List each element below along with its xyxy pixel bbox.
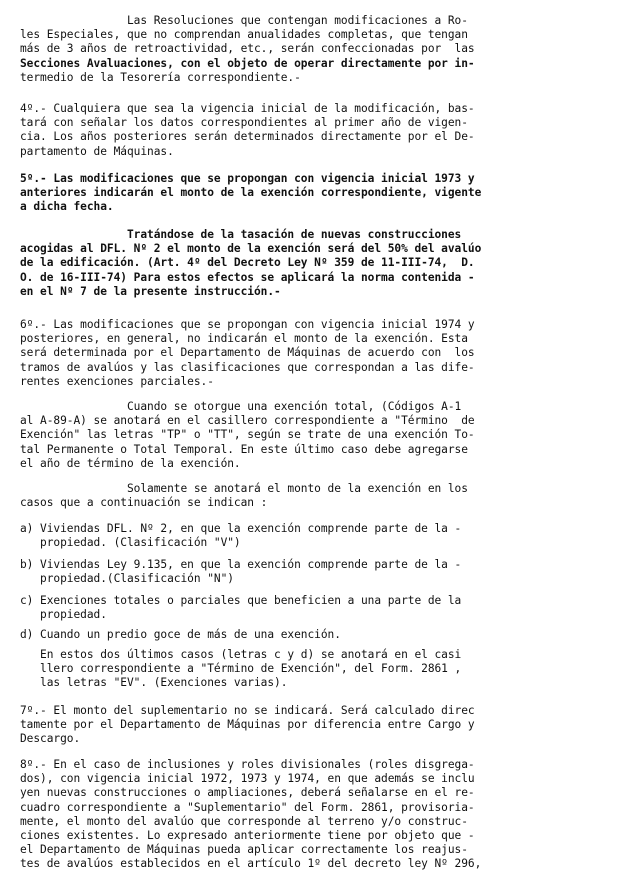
text-line: llero correspondiente a "Término de Exención", del Form. 2861 , — [20, 662, 462, 676]
text-line: a dicha fecha. — [20, 200, 114, 214]
paragraph-dfl-2 — [20, 228, 612, 299]
text-line: ciones existentes. Lo expresado anteriormente tiene por objeto que - — [20, 829, 475, 843]
text-line: anteriores indicarán el monto de la exención correspondiente, vigente — [20, 186, 482, 200]
text-line: c) Exenciones totales o parciales que beneficien a una parte de la — [20, 594, 462, 607]
text-line: 6º.- Las modificaciones que se propongan con vigencia inicial 1974 y — [20, 318, 475, 331]
text-line: O. de 16-III-74) Para estos efectos se aplicará la norma contenida - — [20, 270, 475, 284]
text-line: acogidas al DFL. Nº 2 el monto de la exención será del 50% del avalúo — [20, 242, 482, 256]
text-line: b) Viviendas Ley 9.135, en que la exención comprende parte de la - — [20, 558, 462, 571]
text-line: partamento de Máquinas. — [20, 144, 174, 158]
text-line: dos), con vigencia inicial 1972, 1973 y 1974, en que además se inclu — [20, 772, 475, 786]
text-line: En estos dos últimos casos (letras c y d) se anotará en el casi — [20, 648, 462, 661]
text-line: en el Nº 7 de la presente instrucción.- — [20, 284, 281, 298]
list-item-a — [20, 522, 612, 550]
paragraph-exencion-total — [20, 400, 612, 471]
text-line: casos que a continuación se indican : — [20, 496, 268, 510]
text-line: de la edificación. (Art. 4º del Decreto Ley Nº 359 de 11-III-74, D. — [20, 256, 475, 270]
text-line: Exención" las letras "TP" o "TT", según se trate de una exención To- — [20, 428, 475, 442]
paragraph-casos-c-d — [20, 648, 612, 691]
text-line: les Especiales, que no comprendan anualidades completas, que tengan — [20, 28, 468, 42]
text-line: el Departamento de Máquinas pueda aplicar correctamente los reajus- — [20, 843, 468, 857]
list-item-b — [20, 558, 612, 586]
text-line: tamente por el Departamento de Máquinas por diferencia entre Cargo y — [20, 718, 475, 732]
paragraph-item-7 — [20, 704, 612, 747]
text-line: yen nuevas construcciones o ampliaciones, deberá señalarse en el re- — [20, 786, 475, 800]
paragraph-item-8 — [20, 758, 612, 872]
text-line: Solamente se anotará el monto de la exención en los — [20, 482, 468, 495]
text-line: Cuando se otorgue una exención total, (Códigos A-1 — [20, 400, 462, 413]
text-line: cuadro correspondiente a "Suplementario" del Form. 2861, provisoria- — [20, 800, 475, 814]
paragraph-monto-exencion — [20, 482, 612, 510]
list-item-d — [20, 628, 612, 642]
text-line: 5º.- Las modificaciones que se propongan con vigencia inicial 1973 y — [20, 172, 475, 185]
text-line: mente, el monto del avalúo que corresponde al terreno y/o construc- — [20, 814, 468, 828]
text-line: tal Permanente o Total Temporal. En este último caso debe agregarse — [20, 442, 468, 456]
paragraph-item-6 — [20, 318, 612, 389]
list-item-c — [20, 594, 612, 622]
text-line: 8º.- En el caso de inclusiones y roles divisionales (roles disgrega- — [20, 758, 475, 771]
text-line: Descargo. — [20, 732, 81, 746]
paragraph-item-5 — [20, 172, 612, 215]
text-line: propiedad. — [20, 608, 107, 622]
text-line: propiedad. (Clasificación "V") — [20, 536, 241, 550]
text-line: tará con señalar los datos correspondientes al primer año de vigen- — [20, 116, 468, 130]
text-line: d) Cuando un predio goce de más de una exención. — [20, 628, 341, 641]
text-line: tes de avalúos establecidos en el artículo 1º del decreto ley Nº 296, — [20, 857, 482, 871]
text-line: propiedad.(Clasificación "N") — [20, 572, 234, 586]
text-line: a) Viviendas DFL. Nº 2, en que la exención comprende parte de la - — [20, 522, 462, 535]
text-line: al A-89-A) se anotará en el casillero correspondiente a "Término de — [20, 414, 475, 428]
text-line: 4º.- Cualquiera que sea la vigencia inicial de la modificación, bas- — [20, 102, 475, 115]
text-line: Secciones Avaluaciones, con el objeto de operar directamente por in- — [20, 56, 475, 70]
text-line: 7º.- El monto del suplementario no se indicará. Será calculado direc — [20, 704, 475, 717]
text-line: rentes exenciones parciales.- — [20, 374, 214, 388]
text-line: posteriores, en general, no indicarán el monto de la exención. Esta — [20, 332, 468, 346]
text-line: será determinada por el Departamento de Máquinas de acuerdo con los — [20, 346, 475, 360]
paragraph-item-4 — [20, 102, 612, 159]
text-line: Tratándose de la tasación de nuevas construcciones — [20, 228, 462, 241]
text-line: Las Resoluciones que contengan modificaciones a Ro- — [20, 14, 468, 27]
text-line: las letras "EV". (Exenciones varias). — [20, 676, 288, 690]
text-line: cia. Los años posteriores serán determinados directamente por el De- — [20, 130, 475, 144]
text-line: más de 3 años de retroactividad, etc., serán confeccionadas por las — [20, 42, 475, 56]
paragraph-resoluciones — [20, 14, 612, 85]
text-line: el año de término de la exención. — [20, 456, 241, 470]
text-line: tramos de avalúos y las clasificaciones que correspondan a las dife- — [20, 360, 475, 374]
text-line: termedio de la Tesorería correspondiente.- — [20, 70, 301, 84]
